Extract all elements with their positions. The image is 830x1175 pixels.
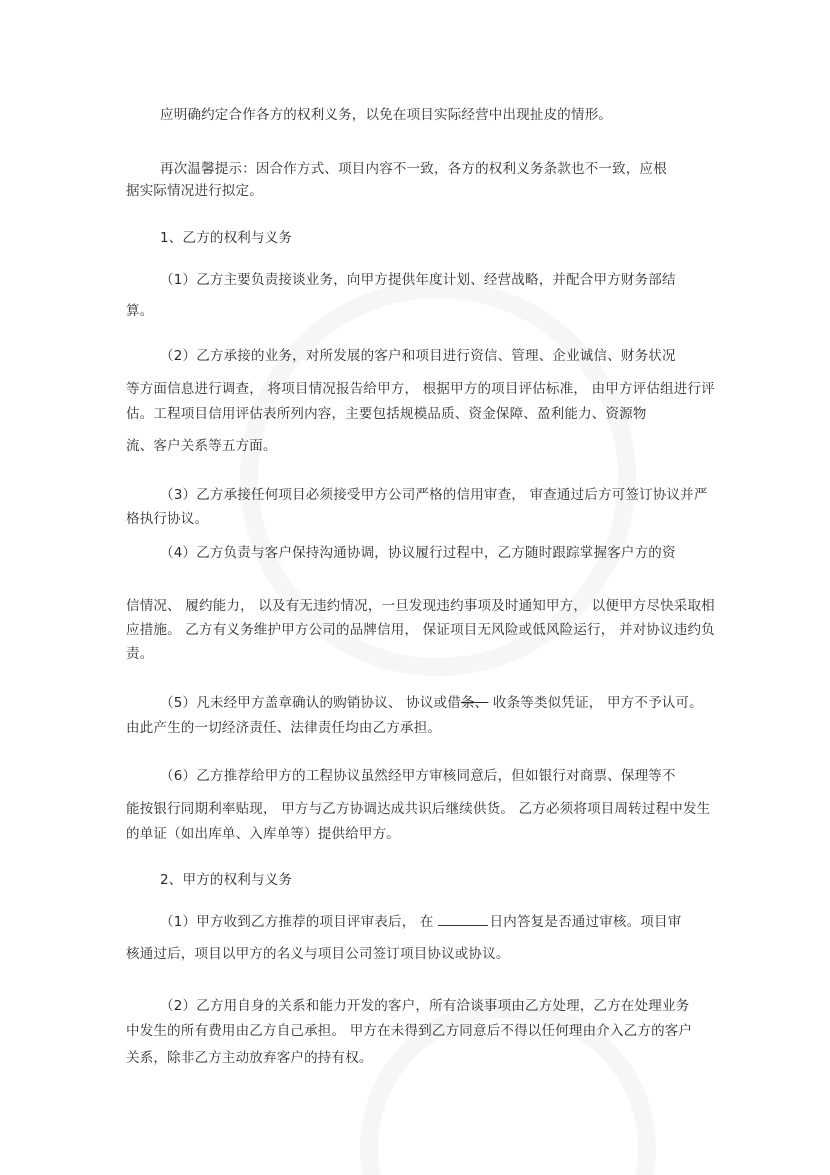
paragraph-line: 核通过后，项目以甲方的名义与项目公司签订项目协议或协议。	[126, 946, 510, 962]
line-text: 日内答复是否通过审核。项目审	[489, 914, 682, 930]
section-heading: 2、甲方的权利与义务	[160, 872, 293, 888]
paragraph-line: 估。工程项目信用评估表所列内容，主要包括规模品质、资金保障、盈利能力、资源物	[126, 406, 647, 422]
paragraph-line: （3）乙方承接任何项目必须接受甲方公司严格的信用审查， 审查通过后方可签订协议并严	[160, 487, 708, 503]
paragraph-line	[160, 913, 681, 931]
paragraph-line: （4）乙方负责与客户保持沟通协调，协议履行过程中，乙方随时跟踪掌握客户方的资	[160, 545, 676, 561]
paragraph-line: 能按银行同期利率贴现， 甲方与乙方协调达成共识后继续供货。 乙方必须将项目周转过程中发生	[126, 801, 711, 817]
paragraph-line: 的单证（如出库单、入库单等）提供给甲方。	[126, 826, 400, 842]
paragraph-line: 格执行协议。	[126, 511, 209, 527]
paragraph-line: 关系，除非乙方主动放弃客户的持有权。	[126, 1050, 373, 1066]
fill-in-blank	[438, 913, 488, 926]
line-text: 收条等类似凭证， 甲方不予认可。	[488, 695, 703, 711]
paragraph-line: 中发生的所有费用由乙方自己承担。 甲方在未得到乙方同意后不得以任何理由介入乙方的客户	[126, 1023, 693, 1039]
paragraph-line: 再次温馨提示：因合作方式、项目内容不一致，各方的权利义务条款也不一致，应根	[160, 161, 667, 177]
paragraph-line: 应措施。 乙方有义务维护甲方公司的品牌信用， 保证项目无风险或低风险运行， 并对协议违约负	[126, 622, 715, 638]
paragraph-line: 责。	[126, 646, 154, 662]
paragraph-line: （6）乙方推荐给甲方的工程协议虽然经甲方审核同意后，但如银行对商票、保理等不	[160, 768, 676, 784]
paragraph-line: 由此产生的一切经济责任、法律责任均由乙方承担。	[126, 720, 442, 736]
paragraph-line: 应明确约定合作各方的权利义务，以免在项目实际经营中出现扯皮的情形。	[160, 107, 613, 123]
paragraph-line: 据实际情况进行拟定。	[126, 183, 263, 199]
paragraph-line: 等方面信息进行调查， 将项目情况报告给甲方， 根据甲方的项目评估标准， 由甲方评估组进行评	[126, 381, 715, 397]
paragraph-line: （2）乙方承接的业务，对所发展的客户和项目进行资信、管理、企业诚信、财务状况	[160, 348, 676, 364]
paragraph-line: 算。	[126, 303, 154, 319]
line-text: （1）甲方收到乙方推荐的项目评审表后， 在	[160, 914, 434, 930]
paragraph-line: （2）乙方用自身的关系和能力开发的客户，所有洽谈事项由乙方处理，乙方在处理业务	[160, 998, 690, 1014]
paragraph-line: 流、客户关系等五方面。	[126, 438, 277, 454]
section-heading: 1、乙方的权利与义务	[160, 230, 293, 246]
paragraph-line	[160, 694, 703, 712]
struck-text: 条、	[460, 695, 489, 711]
line-text: （5）凡未经甲方盖章确认的购销协议、 协议或借	[160, 695, 461, 711]
paragraph-line: 信情况、 履约能力， 以及有无违约情况，一旦发现违约事项及时通知甲方， 以便甲方尽快采取相	[126, 598, 715, 614]
paragraph-line: （1）乙方主要负责接谈业务，向甲方提供年度计划、经营战略，并配合甲方财务部结	[160, 272, 676, 288]
